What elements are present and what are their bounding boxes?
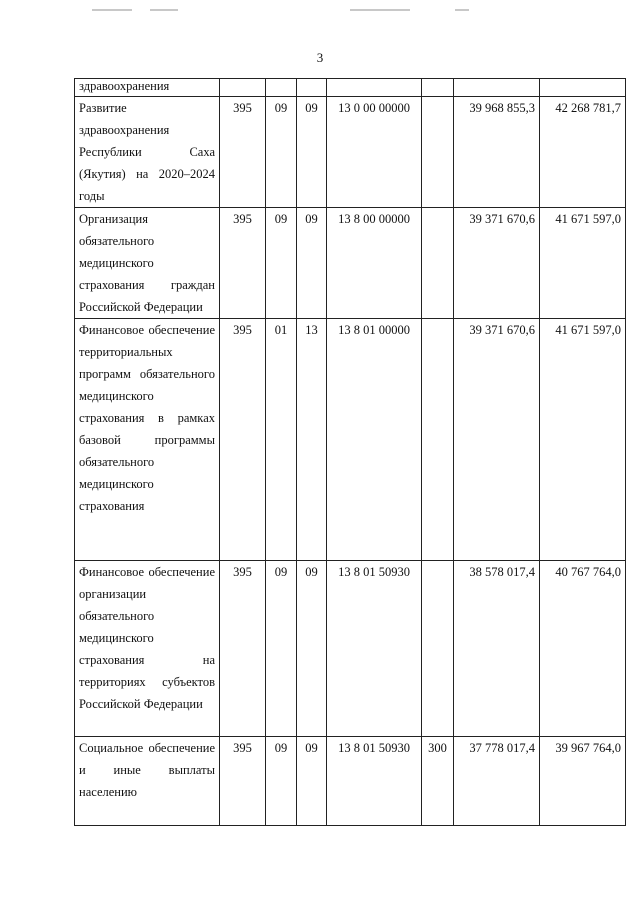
- budget-table: [74, 78, 626, 826]
- sum-year-1: 38 578 017,4: [454, 561, 540, 737]
- pr-code: 13: [297, 319, 327, 561]
- sum-year-2: 39 967 764,0: [540, 737, 626, 826]
- csr-code: 13 8 01 00000: [327, 319, 422, 561]
- item-name: Финансовое обеспечение организации обязательного медицинского страхования на территориях субъектов Российской Федерации: [75, 561, 220, 737]
- csr-code: [327, 79, 422, 97]
- gr-code: 395: [220, 737, 266, 826]
- vr-code: [422, 319, 454, 561]
- sum-year-2: 42 268 781,7: [540, 97, 626, 208]
- sum-year-1: 39 371 670,6: [454, 319, 540, 561]
- sum-year-1: 39 968 855,3: [454, 97, 540, 208]
- gr-code: 395: [220, 319, 266, 561]
- item-name: здравоохранения: [75, 79, 220, 97]
- csr-code: 13 8 00 00000: [327, 208, 422, 319]
- sum-year-1: [454, 79, 540, 97]
- rz-code: 09: [266, 561, 297, 737]
- gr-code: 395: [220, 208, 266, 319]
- vr-code: 300: [422, 737, 454, 826]
- rz-code: 01: [266, 319, 297, 561]
- item-name: Организация обязательного медицинского страхования граждан Российской Федерации: [75, 208, 220, 319]
- sum-year-2: 41 671 597,0: [540, 208, 626, 319]
- item-name: Развитие здравоохранения Республики Саха (Якутия) на 2020–2024 годы: [75, 97, 220, 208]
- rz-code: [266, 79, 297, 97]
- table-row: [75, 97, 626, 208]
- table-row: [75, 319, 626, 561]
- table-row: [75, 79, 626, 97]
- csr-code: 13 0 00 00000: [327, 97, 422, 208]
- vr-code: [422, 97, 454, 208]
- vr-code: [422, 208, 454, 319]
- vr-code: [422, 561, 454, 737]
- item-name: Социальное обеспечение и иные выплаты населению: [75, 737, 220, 826]
- page-number: 3: [316, 50, 324, 65]
- gr-code: 395: [220, 97, 266, 208]
- sum-year-1: 37 778 017,4: [454, 737, 540, 826]
- gr-code: [220, 79, 266, 97]
- sum-year-2: [540, 79, 626, 97]
- table-row: [75, 208, 626, 319]
- csr-code: 13 8 01 50930: [327, 737, 422, 826]
- csr-code: 13 8 01 50930: [327, 561, 422, 737]
- rz-code: 09: [266, 208, 297, 319]
- vr-code: [422, 79, 454, 97]
- sum-year-1: 39 371 670,6: [454, 208, 540, 319]
- rz-code: 09: [266, 737, 297, 826]
- pr-code: 09: [297, 97, 327, 208]
- pr-code: 09: [297, 208, 327, 319]
- pr-code: [297, 79, 327, 97]
- sum-year-2: 41 671 597,0: [540, 319, 626, 561]
- gr-code: 395: [220, 561, 266, 737]
- rz-code: 09: [266, 97, 297, 208]
- scan-header-artifact: [0, 6, 640, 16]
- table-row: [75, 737, 626, 826]
- item-name: Финансовое обеспечение территориальных программ обязательного медицинского страхования в рамках базовой программы обязательного медицинского страхования: [75, 319, 220, 561]
- pr-code: 09: [297, 561, 327, 737]
- table-row: [75, 561, 626, 737]
- pr-code: 09: [297, 737, 327, 826]
- sum-year-2: 40 767 764,0: [540, 561, 626, 737]
